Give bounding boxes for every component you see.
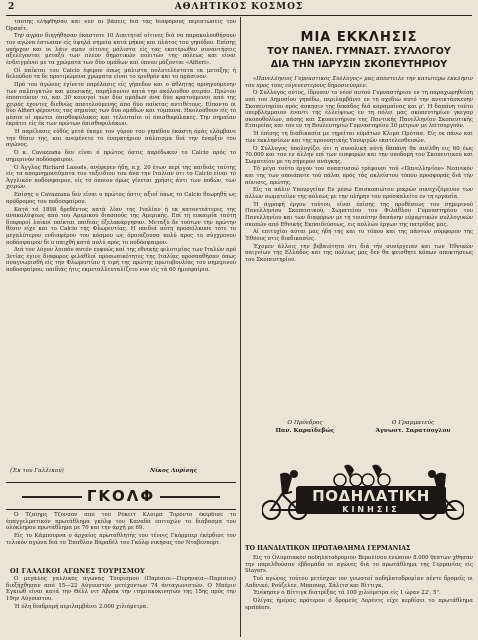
- article-paragraph: Τό μέγα τούτο έργον του αναπτυσσώ τρέφουσι τού «Πανελληνίου» Νεανικόν και της των οποιάποτε τού πάλαι πρός τάς ακλείστου τόπου προσφοράς διά τήν αύνισις, πρώτης.: [245, 166, 473, 186]
- article-author: Νίκος Λυρίνης: [150, 468, 198, 474]
- cyclist-group-icon: [332, 460, 392, 488]
- publication-title: ΑΘΛΗΤΙΚΟΣ ΚΟΣΜΟΣ: [174, 2, 304, 12]
- appeal-subtitle-1: ΤΟΥ ΠΑΝΕΛ. ΓΥΜΝΑΣΤ. ΣΥΛΛΟΓΟΥ: [267, 46, 451, 57]
- appeal-title: ΜΙΑ ΕΚΚΛΗΣΙΣ: [300, 30, 418, 45]
- president-role: Ο Πρόεδρος: [287, 420, 323, 426]
- banner-title: ΠΟΔΗΛΑΤΙΚΗ: [312, 487, 430, 505]
- article-paragraph: Έχομεν άλλοις την βεβαιότητα ότι διά τήν συνέργειαν και των Έθνικών παιγνίων της Ελλάδος και της πόλεως μας δεν θα φεισθητε κόπων αποκτήσεως του Σκοπευτηρίου.: [245, 243, 473, 263]
- article-paragraph: Ή έπίσης τη διαδικασία με τηρείται εύμάτων Κλιμα Πρότασ. Είς εκ πάνω και των έκκλησίεων και της προνοητικής Υπουργών εκατελεσθεισών.: [245, 131, 473, 144]
- secretary-name: Άγνωστ. Σαρατσογλου: [375, 428, 451, 434]
- golf-heading: ΓΚΟΛΦ: [86, 487, 156, 505]
- article-paragraph: Ή άγραφή έργου τούτου, είναι έπίσης της προθέσεως του σημερινού Πανελληνίου Σκοπευτικού, Σωματείου του Φιλάθλου Γυμναστηρίου του Πανελληνίου και των διαφόρων με τη τοιαύτην δαπάνην εύμαρτικών συλλογικών σκοπών από Εθνικής Εκπαιδεύσεως, εις πολλών έργων της πατρίδος μας.: [245, 201, 473, 228]
- secretary-role: Ο Γραμματεύς: [391, 420, 435, 426]
- heading-rule-right: [160, 496, 220, 498]
- article-paragraph: Διά τον λόγον λοιπόν αυτόν ευφυώς καί της εθνικής φιλοτιμίας των Ιταλών πρό 3ετίας έγινε διαφορος φιλαθλοί προσωπικότητες της Ιταλίας προσπαθήσαν όπως αναγνωρισθή είς την Φλωρεντίαν ή τιμή της πρώτης πρωτοβουλίας του σημερινού ποδοσφαίρου, παιδιάς ήτις εκμεταλλευταλίζετο νυν είς τά 60 ήμισφαίρια.: [6, 247, 236, 274]
- article-paragraph: ταύτης ελήφθησαν και νυν αι βάσεις διά τας διαφόρους περιπτώσεις του Όρσαϊτ.: [6, 19, 236, 32]
- golf-article: [6, 512, 236, 566]
- article-paragraph: Είς το Κάμπουρνα ο άρχαίος πρωταθλητής του τέννις Γκόρμπερ έκέρδισε τον τελικόν αγώνα διά το Έπαθλον Βαραδέλ του Γκόλφ νικήσας τον Νταβενπορτ.: [6, 532, 236, 546]
- tour-article: [6, 576, 236, 636]
- article-paragraph: Όλίγας ήμέρας πρότερον ό δρομεύς Λορέντς είχε κερδίσει το πρωτάθλημα sprinters.: [245, 598, 473, 611]
- page-header: [6, 2, 472, 16]
- page-number: 2: [8, 2, 15, 12]
- golf-heading-band: [6, 482, 236, 510]
- banner-subtitle: ΚΙΝΗΣΙΣ: [342, 505, 400, 514]
- cycling-banner: [262, 460, 464, 540]
- cycling-article: [245, 555, 473, 637]
- article-paragraph: Ή όλη διαδρομή περιλαμβάνει 2.000 χιλιόμετρα.: [14, 603, 148, 610]
- appeal-subtitle-2: ΔΙΑ ΤΗΝ ΙΔΡΥΣΙΝ ΣΚΟΠΕΥΤΗΡΙΟΥ: [270, 59, 448, 70]
- article-paragraph: Ό Άγγλος Richard Lassels, ανέφερεν ήδη, π.χ. 20 έτων περί της παιδιάς ταύτης είς τα απομνημονεύματα του ταξειδιου του άνα την Ιταλίαν ότι το Calcio είναι το Άγγλικόν ποδόσφαιρον, είς το όποιον όμως γίνεται χρήσις άντι των ποδών, των χειρών.: [6, 164, 236, 191]
- article-paragraph: Ή παρέλασις εύθύς μετά έκαμε τον γύρον του γηπέδου έκάστη όμάς ελάμβανε την θέσιν της, και ανεμένετο το έναρκτήριον σάλπισμα διά την έναρξιν του αγώνος.: [6, 129, 236, 149]
- appeal-article: [245, 76, 473, 414]
- article-paragraph: Ό κ. Cavazzana δεν είναι ό πρώτος όστις παρέδωκεν το Calcio πρός το σημερινόν ποδόσφαιρον.: [6, 150, 236, 163]
- section-heading: ΤΟ ΠΑΝΔΙΑΤΙΚΟΝ ΠΡΩΤΑΘΛΗΜΑ ΓΕΡΜΑΝΙΑΣ: [245, 545, 411, 552]
- article-paragraph: Είς τό Ολυμπιακόν ποδηλατοδρόμιον Βερολίνου ένώπιον 8.000 θεατών χθήσαν την παρελθούσαν έβδομάδα οι αγώνες διά το πρωτάθλημα της Γερμανίας είς Stayers.: [245, 555, 473, 575]
- article-paragraph: Την άγραν διηγήθησαν έκαστοτε 10 Διαιτηταί οίτινες διά να παρακολουθήσουν τον αγώνα έστωσαν είς ύψηλά σημεία κατά μήκος και πλάτος του γηπέδου. Επίσης υπήρχον και οι λάιν σμαν οίτινες μάλιστα είς τας εκατέρωθεν συναντήσεις αξελέγονται μεταξύ των πλέον δημοτικών πολιτών της πόλεως και είναι ένδειγμένοι με τα χρώματα των δύο ομάδων και ύπνου μάζονται «Alfieri».: [6, 33, 236, 66]
- article-paragraph: Ο μεγάλος γαλλικός αγώνας Τουρισμού (Παρίσιοι—Πυρηναϊα—Παρίσιοι) διεξήχθησαν από 15—22 Αύγουστον μετέχοντων 74 άνταγωνιστών. Ο Μπέριν Εγκιώθ είναι κατά την Θέλλ νιτ Αβράκ την ιτημιακοκινητών της 15ης πρός την 19ην Αύγουστου.: [6, 576, 236, 602]
- source-note: (Έκ του Γαλλικού): [10, 468, 64, 474]
- column-divider: [240, 17, 241, 637]
- article-paragraph: Τού αγώνος τούτου μετέσχον ιον γνωστοί ποδηλατοδρομίαν πέντε δρομείς οι Λαδνικό, Ρούζελεν, Μπαουερ, Σάλιτσ και Βίττιγκ.: [245, 575, 473, 589]
- article-paragraph: Ό Σύλλογος ύπολογίζει ότι η συνολική αύτή δαπάνη θα ανέλθη εις 60 έως 70.000 και του εν άλλην επί των εισφορών και την υποδομή του Σκοπευτικού και Σωματείου με τη σήμερον ανάγκης.: [245, 145, 473, 165]
- article-paragraph: Ό Τζαίημς Τζόνσον από τοΰ Ρόκεϊτ Κλοιμπ Τορόντο έκέρδισε το έπαγγελματικόν πρωτάθλημα γκόλφ του Καναδά επιτυχών το διάβασμα του ολόκληρου πρωτάθλημα με 70 και την άρχή με 69.: [6, 512, 236, 532]
- article-paragraph: Κατά τό 1898 δρεθέντος κατά λίαν της Ιταλίαν ή εκ κατοντεάτερες της ανακαλύψεως από του Αμερικού διασπούς της Αμερικής. Επί τη ευκαιρία ταύτη διαφοροί λαϊκοί παίκται παιδιάς έξελακάργησαν. Μεταξύ δε τούτων την πρώτην θέσιν είχε και το Calcio της Φλωρεντίας. Η παιδιά αύτη προσείλκυσε τότε το μεγαλύτερον ενδιαφέρον του κόσμου ως όμοιαζουσα πολύ προς το σύγχρονον ποδόσφαιρον δι ο παιχθή κατά πολύ πρός το ποδόσφαιρον.: [6, 206, 236, 246]
- article-paragraph: Είς τα πάλιν Υπουργείαν Εν μέσω Επισκοπιώτου μικρών συνεχιζόμενον των άλλων σωματείων της πόλεως με την πλήρην του προσκαλείτο εν τη εργασία.: [245, 187, 473, 201]
- president-name: Παν. Καραϊδεβώς: [275, 428, 335, 434]
- article-paragraph: Αί επιτυχίαι αύται μας ήδη της και το τόπου και της πάντων σύμφορον της Έθνους στις διαδικασίες.: [245, 229, 473, 242]
- article-paragraph: Πρό του άγώνος έγίνετο παρέλασις είς γήπεδον και ο άθλητης προηγούμενην των σαλπιγκτών και μουσικής, παρήλαυνον κατά την ακόλουθον σειράν. Πρώτον έποπτεύουν το, και 30 κουνγοί των δύο ομάδων άνα δύο κρατούμενοι από της χειρός έχοντες διεθνώς αποτελούμενης άπο δύο παίκτας αντιθέτους. Είποντο οι δύο Alfieri φέροντες τας σημαίας των δύο ομάδων και τύμπανα. Ηκολούθουν είς τό μέσον οί πρώτοι όπισθοφύλακες και τελευταίοι οί όπισθοφύλακες. Την σημαίαν έκράτει είς έκ των πρώτων όπισθοφυλάκων.: [6, 81, 236, 128]
- article-paragraph: Ένίκησεν ό Βίττιγκ διατρέξας τά 100 χιλιόμετρα είς 1 ώραν 22', 5".: [253, 590, 441, 597]
- tour-heading: ΟΙ ΓΑΛΛΙΚΟΙ ΑΓΩΝΕΣ ΤΟΥΡΙΣΜΟΥ: [10, 567, 145, 575]
- calcio-article: [6, 19, 236, 465]
- article-paragraph: Επίσης ο Cavazzana δεν είναι ο πρώτος όστις αξιοί όπως το Calcio θεωρηθή ως πρόδρομος του ποδοσφαίρου.: [6, 192, 236, 205]
- article-paragraph: «Πανελλήνιος Γυμναστικός Σύλλογος» μας απέστειλε την κατωτέρω έκκλησιν του προς τους εύγενεστερους δημοσιεύομεν.: [245, 76, 473, 89]
- article-paragraph: Ό Σύλλογος ούτος, ίδρυσεν το νέον αυτού Γυμναστήριον εν τη παραχωρηθείση υπό του Δημοσίου γηπέδω, περιλαμβάνει εν τη σχεδιω αυτό την ανεικτάσκευην Σκοπευτηρίου πρός άσκησιν της δεκάδος διά καραμπίνας και ρ'. Η δαπάνη τούτο υπερβλέμμαιον έναντι της έλλείψεως εν τη πόλει μας σκοπευτηρίων γκεγαρ σκοποθολίων, πάσης και Σκοπευτήριον της Παντικής Πανελληνίου Σκοπευτικής Εταιρείας και του εν τη Βουλευτηρίω Γυμναστηρίου 30 μέτρων με λειτουργούν.: [245, 90, 473, 130]
- article-paragraph: Οί παίκται του Calcio έφερον όπως μάλιστα πολυτελέστατα εκ μεταξης ή δελούδου τα δε προτιμώμενα χρώματα είναι το ερυθρόν και το πράσινον.: [6, 67, 236, 81]
